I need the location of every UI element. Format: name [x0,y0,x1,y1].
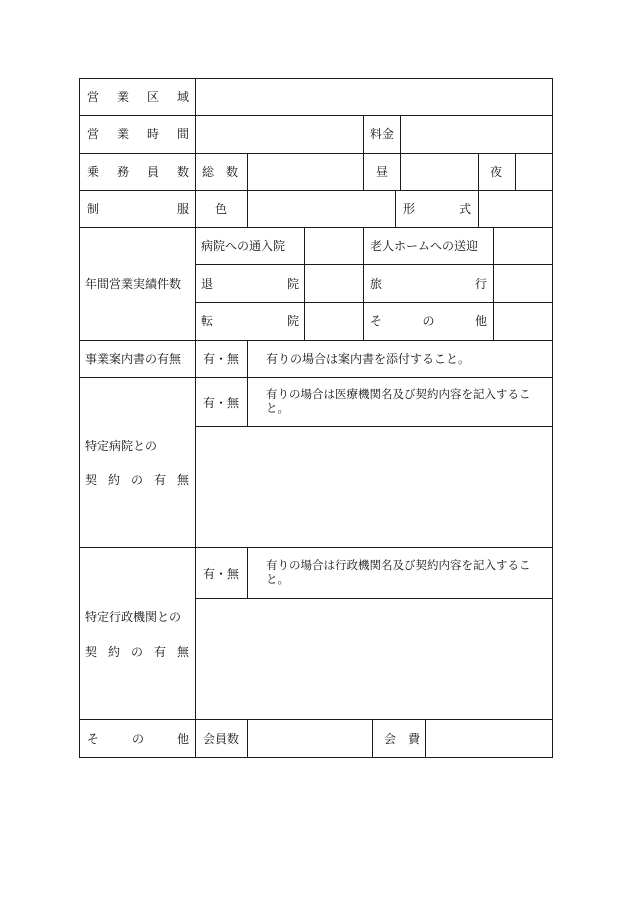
transfer-label: 転 院 [201,314,299,328]
row-divider [79,153,553,154]
uniform-style-field[interactable] [484,196,547,222]
dues-field[interactable] [431,725,547,751]
other-count-label: そ の 他 [370,314,487,328]
column-divider [363,115,364,153]
annual-label: 年間営業実績件数 [85,277,182,291]
column-divider [478,190,479,228]
column-divider [247,377,248,427]
row-divider [79,190,553,191]
column-divider [363,153,364,191]
column-divider [304,227,305,341]
hours-label: 営 業 時 間 [87,127,189,141]
guide-note: 有りの場合は案内書を添付すること。 [266,352,471,366]
taxi-business-form [79,78,553,758]
members-label: 会員数 [203,732,240,746]
table-border [79,78,553,79]
gov-contract-label-line1: 特定行政機関との [85,610,182,624]
hospital-contract-detail-field[interactable] [201,432,547,542]
hospital-visit-field[interactable] [310,233,357,259]
hospital-contract-note: 有りの場合は医療機関名及び契約内容を記入すること。 [266,387,531,415]
column-divider [247,719,248,757]
row-divider [195,426,553,427]
row-divider [79,547,553,548]
hospital-contract-yesno[interactable]: 有・無 [203,396,240,410]
crew-total-label: 総 数 [202,165,239,179]
gov-contract-yesno[interactable]: 有・無 [203,567,240,581]
fee-label: 料金 [370,127,395,141]
row-divider [79,340,553,341]
column-divider [425,719,426,757]
column-divider [515,153,516,191]
transfer-field[interactable] [310,308,357,334]
fee-field[interactable] [406,121,546,147]
elderly-home-label: 老人ホームへの送迎 [370,239,479,253]
table-border [79,757,553,758]
hours-field[interactable] [201,121,357,147]
discharge-field[interactable] [310,270,357,296]
column-divider [372,719,373,757]
uniform-color-label: 色 [215,202,228,216]
crew-night-label: 夜 [490,165,503,179]
travel-label: 旅 行 [370,277,487,291]
crew-total-field[interactable] [253,159,357,185]
discharge-label: 退 院 [201,277,299,291]
other-count-field[interactable] [499,308,547,334]
row-divider [195,264,553,265]
column-divider [493,227,494,341]
column-divider [195,78,196,758]
area-label: 営 業 区 域 [87,90,189,104]
column-divider [395,190,396,228]
elderly-home-field[interactable] [499,233,547,259]
column-divider [478,153,479,191]
crew-day-field[interactable] [406,159,472,185]
table-border [552,78,553,758]
guide-yesno[interactable]: 有・無 [203,352,240,366]
crew-night-field[interactable] [521,159,547,185]
column-divider [247,153,248,228]
crew-day-label: 昼 [376,165,389,179]
column-divider [400,153,401,191]
row-divider [79,719,553,720]
gov-contract-note: 有りの場合は行政機関名及び契約内容を記入すること。 [266,558,531,586]
crew-label: 乗 務 員 数 [87,165,189,179]
misc-label: そ の 他 [87,732,189,746]
guide-label: 事業案内書の有無 [85,352,182,366]
hospital-contract-label-line1: 特定病院との [85,439,158,453]
column-divider [400,115,401,153]
members-field[interactable] [253,725,366,751]
column-divider [363,227,364,341]
column-divider [247,547,248,599]
row-divider [195,302,553,303]
row-divider [79,115,553,116]
dues-label: 会 費 [384,732,420,746]
hospital-visit-label: 病院への通入院 [201,239,286,253]
row-divider [79,377,553,378]
uniform-label: 制 服 [87,202,189,216]
travel-field[interactable] [499,270,547,296]
gov-contract-label-line2: 契 約 の 有 無 [85,645,189,659]
table-border [79,78,80,758]
uniform-color-field[interactable] [253,196,389,222]
column-divider [247,340,248,378]
row-divider [195,598,553,599]
area-field[interactable] [201,84,547,110]
gov-contract-detail-field[interactable] [201,604,547,714]
hospital-contract-label-line2: 契 約 の 有 無 [85,473,189,487]
uniform-style-label: 形 式 [403,202,471,216]
row-divider [79,227,553,228]
